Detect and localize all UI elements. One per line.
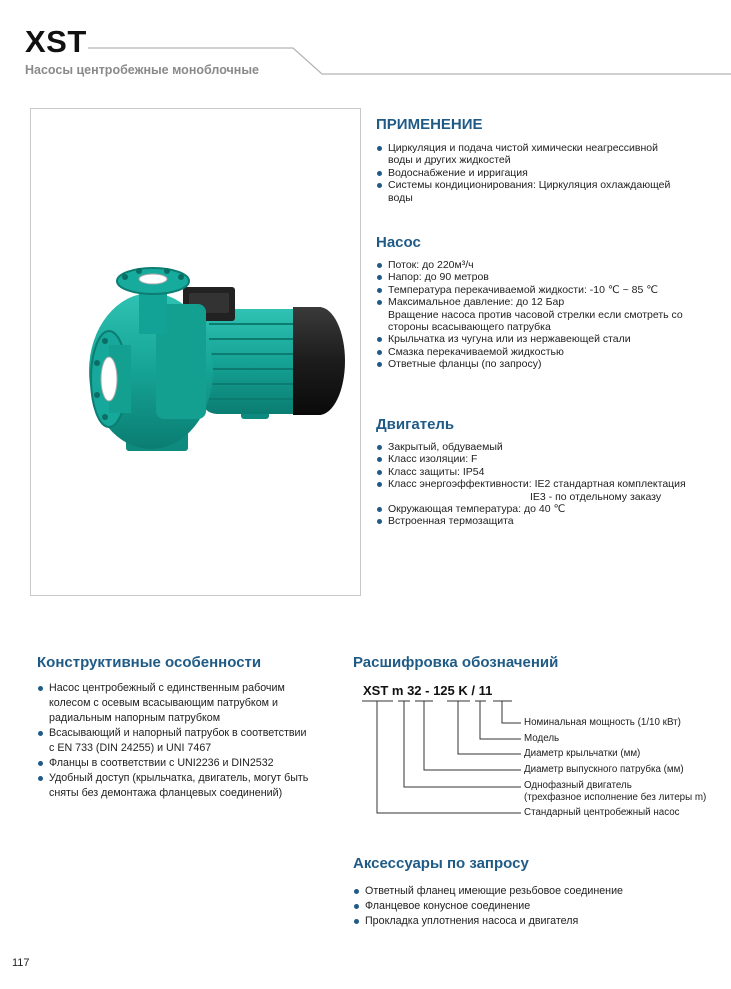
legend-impeller: Диаметр крыльчатки (мм) — [524, 748, 641, 759]
legend-three-phase-note: (трехфазное исполнение без литеры m) — [524, 792, 707, 803]
features-heading: Конструктивные особенности — [37, 654, 262, 671]
list-item: Системы кондиционирования: Циркуляция охлаждающей — [376, 179, 706, 191]
list-item: Водоснабжение и ирригация — [376, 167, 706, 179]
list-item: Насос центробежный с единственным рабочим — [37, 681, 327, 696]
list-item: воды и других жидкостей — [388, 154, 511, 167]
list-item: Класс изоляции: F — [376, 453, 716, 465]
legend-outlet: Диаметр выпускного патрубка (мм) — [524, 764, 684, 775]
list-item: радиальным напорным патрубком — [49, 712, 221, 724]
model-code: XST m 32 - 125 K / 11 — [363, 683, 493, 698]
application-heading: ПРИМЕНЕНИЕ — [376, 116, 483, 133]
accessories-heading: Аксессуары по запросу — [353, 855, 529, 872]
list-item: Фланцевое конусное соединение — [353, 899, 713, 914]
list-item: Смазка перекачиваемой жидкостью — [376, 346, 716, 358]
list-item: Поток: до 220м³/ч — [376, 259, 716, 271]
list-item: Фланцы в соответствии с UNI2236 и DIN2532 — [37, 756, 327, 771]
list-item: с EN 733 (DIN 24255) и UNI 7467 — [49, 742, 212, 754]
list-item: воды — [388, 191, 413, 204]
motor-heading: Двигатель — [376, 416, 455, 433]
list-item: Встроенная термозащита — [376, 515, 716, 527]
list-item: Закрытый, обдуваемый — [376, 441, 716, 453]
list-item: Крыльчатка из чугуна или из нержавеющей стали — [376, 333, 716, 345]
list-item: Максимальное давление: до 12 Бар — [376, 296, 716, 308]
list-item: Класс защиты: IP54 — [376, 466, 716, 478]
legend-model: Модель — [524, 733, 560, 744]
page-number: 117 — [12, 957, 30, 969]
list-item: колесом с осевым всасывающим патрубком и — [49, 697, 278, 709]
list-item: Удобный доступ (крыльчатка, двигатель, могут быть — [37, 771, 327, 786]
page-title: XST — [25, 24, 87, 59]
page-subtitle: Насосы центробежные моноблочные — [25, 63, 259, 77]
accessories-section — [353, 855, 713, 929]
list-item: Прокладка уплотнения насоса и двигателя — [353, 914, 713, 929]
list-item: Напор: до 90 метров — [376, 271, 716, 283]
pump-heading: Насос — [376, 234, 421, 251]
list-item: Класс энергоэффективности: IE2 стандартная комплектация — [376, 478, 716, 490]
list-item: IE3 - по отдельному заказу — [530, 490, 662, 503]
list-item: стороны всасывающего патрубка — [388, 321, 551, 334]
list-item: Циркуляция и подача чистой химически неагрессивной — [376, 142, 706, 154]
list-item: Всасывающий и напорный патрубок в соответствии — [37, 726, 327, 741]
legend-power: Номинальная мощность (1/10 кВт) — [524, 717, 681, 728]
list-item: Окружающая температура: до 40 ℃ — [376, 503, 716, 515]
list-item: Температура перекачиваемой жидкости: -10 ℃ ~ 85 ℃ — [376, 284, 716, 296]
legend-standard: Стандарный центробежный насос — [524, 807, 680, 818]
list-item: Ответный фланец имеющие резьбовое соединение — [353, 884, 713, 899]
accessories-list — [353, 884, 713, 929]
designation-heading: Расшифровка обозначений — [353, 654, 559, 671]
list-item: сняты без демонтажа фланцевых соединений) — [49, 787, 283, 799]
list-item: Вращение насоса против часовой стрелки если смотреть со — [388, 308, 683, 321]
list-item: Ответные фланцы (по запросу) — [376, 358, 716, 370]
legend-single-phase: Однофазный двигатель — [524, 780, 632, 791]
